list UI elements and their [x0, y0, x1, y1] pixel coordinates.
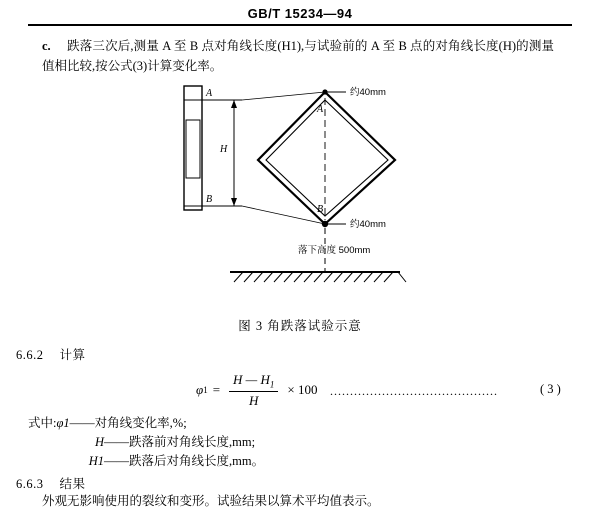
figure-caption: 图 3 角跌落试验示意: [238, 319, 362, 333]
paragraph-c: [42, 36, 554, 76]
legend-label-1: H: [94, 435, 104, 449]
formula-equals: =: [212, 382, 221, 398]
legend-label-2: H1: [88, 454, 104, 468]
formula-multiplier: × 100: [287, 382, 318, 398]
section-result-number: 6.6.3: [16, 477, 44, 491]
section-result-text: 外观无影响使用的裂纹和变形。试验结果以算术平均值表示。: [42, 494, 380, 508]
formula-symbol-base: φ: [196, 382, 204, 398]
formula-fraction: [229, 372, 278, 409]
figure-label-box-a: A: [317, 104, 324, 115]
page-header: GB/T 15234—94: [247, 6, 353, 21]
header-divider: [28, 24, 572, 26]
figure-note-drop-height: 落下高度 500mm: [298, 245, 371, 256]
formula-number: ( 3 ): [540, 382, 561, 396]
formula-leader-dots: ..........................................: [330, 384, 498, 398]
paragraph-marker: c.: [42, 39, 51, 53]
formula-numerator-base: H — H: [233, 372, 270, 387]
formula-block: [0, 372, 600, 406]
legend-label-0: φ1: [56, 416, 70, 430]
section-result: [16, 474, 86, 492]
figure-label-b-left: B: [206, 194, 213, 205]
figure-label-a-left: A: [206, 88, 213, 99]
section-calculation-title: 计算: [59, 348, 86, 362]
figure-label-h: H: [220, 144, 228, 155]
paragraph-text: 跌落三次后,测量 A 至 B 点对角线长度(H1),与试验前的 A 至 B 点的对角线长度(H)的测量值相比较,按公式(3)计算变化率。: [42, 39, 554, 73]
section-result-title: 结果: [59, 477, 86, 491]
formula-expression: [196, 372, 317, 409]
formula-legend: [28, 414, 264, 471]
figure-note-bottom-corner: 约40mm: [350, 219, 386, 230]
figure-label-box-b: B: [317, 204, 324, 215]
legend-desc-0: 对角线变化率,%;: [94, 416, 187, 430]
formula-numerator-sub: 1: [269, 379, 275, 390]
figure-corner-drop-test: [150, 82, 480, 302]
legend-intro: 式中:: [28, 416, 57, 430]
legend-intro-row: 式中:φ1——对角线变化率,%;: [28, 416, 187, 430]
section-calculation-number: 6.6.2: [16, 348, 44, 362]
section-calculation: [16, 345, 86, 363]
legend-desc-1: 跌落前对角线长度,mm;: [129, 435, 256, 449]
legend-desc-2: 跌落后对角线长度,mm。: [129, 454, 265, 468]
formula-numerator: [229, 372, 278, 391]
legend-row-1: H——跌落前对角线长度,mm;: [28, 433, 264, 452]
formula-denominator: H: [249, 392, 259, 408]
legend-row-2: H1——跌落后对角线长度,mm。: [28, 452, 264, 471]
figure-drawing: [150, 82, 480, 302]
formula-symbol-sub: 1: [203, 385, 208, 396]
figure-note-top-corner: 约40mm: [350, 87, 386, 98]
